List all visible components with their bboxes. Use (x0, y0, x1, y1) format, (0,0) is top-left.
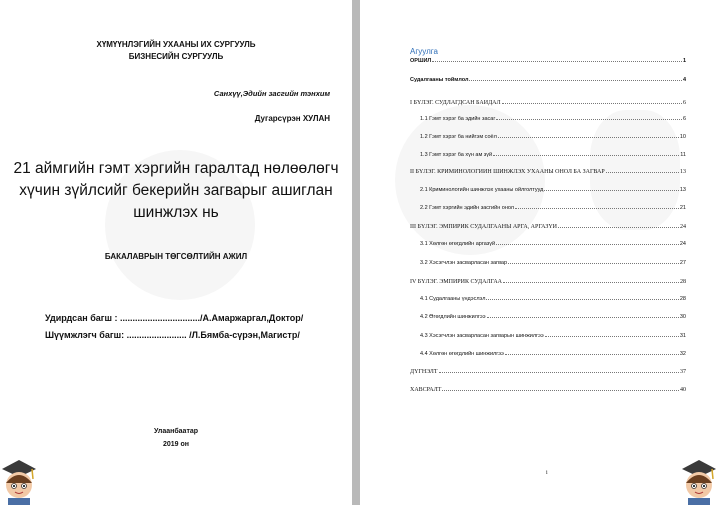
toc-entry[interactable] (410, 224, 686, 230)
toc-entry-page: 11 (680, 152, 686, 158)
toc-entry-label: ОРШИЛ (410, 58, 432, 64)
toc-entry-page: 31 (679, 333, 686, 339)
graduate-mascot-icon (680, 455, 718, 505)
toc-entry-label: 3.1 Хөлгөн өгөгдлийн аргазүй (420, 241, 496, 247)
toc-leader-dots (496, 119, 682, 120)
toc-entry-label: 4.1 Судалгааны үндэслэл (420, 296, 486, 302)
toc-entry-label: Судалгааны тоймлол (410, 77, 469, 83)
toc-leader-dots (508, 263, 679, 264)
toc-entry-label: 4.3 Хэсэгчлэн засварласан загварын шинжилгээ (420, 333, 544, 339)
toc-entry-label: 1.3 Гэмт хэрэг ба хүн ам зүй (420, 152, 493, 158)
toc-entry-label: ДҮГНЭЛТ (410, 369, 438, 375)
toc-entry[interactable] (420, 314, 686, 320)
toc-entry-page: 24 (680, 224, 686, 230)
toc-entry[interactable] (410, 169, 686, 175)
toc-entry-page: 28 (679, 296, 686, 302)
toc-entry-label: IV БҮЛЭГ. ЭМПИРИК СУДАЛГАА (410, 279, 502, 285)
toc-entry-page: 10 (679, 134, 686, 140)
watermark-logo-icon (395, 105, 545, 255)
toc-entry-label: II БҮЛЭГ. КРИМИНОЛОГИЙН ШИНЖЛЭХ УХААНЫ ОНОЛ БА ЗАГВАР (410, 169, 605, 175)
toc-leader-dots (493, 155, 679, 156)
toc-entry-page: 27 (679, 260, 686, 266)
toc-leader-dots (545, 336, 679, 337)
toc-leader-dots (558, 227, 679, 228)
toc-entry[interactable] (420, 116, 686, 122)
toc-entry[interactable] (420, 296, 686, 302)
toc-entry-label: 4.4 Хөлгөн өгөгдлийн шинжилгээ (420, 351, 504, 357)
toc-entry[interactable] (410, 58, 686, 64)
school-line: БИЗНЕСИЙН СУРГУУЛЬ (128, 52, 224, 61)
toc-leader-dots (606, 172, 679, 173)
toc-leader-dots (487, 317, 679, 318)
toc-entry-label: III БҮЛЭГ. ЭМПИРИК СУДАЛГААНЫ АРГА, АРГАЗҮЙ (410, 224, 557, 230)
toc-leader-dots (496, 244, 679, 245)
toc-entry-page: 21 (679, 205, 686, 211)
toc-entry[interactable] (410, 77, 686, 83)
toc-entry-page: 6 (682, 116, 686, 122)
toc-entry-label: 4.2 Өгөгдлийн шинжилгээ (420, 314, 486, 320)
toc-entry[interactable] (420, 205, 686, 211)
toc-entry-page: 24 (679, 241, 686, 247)
toc-entry[interactable] (420, 351, 686, 357)
toc-entry[interactable] (420, 260, 686, 266)
university-line: ХҮМҮҮНЛЭГИЙН УХААНЫ ИХ СУРГУУЛЬ (96, 40, 256, 49)
supervisor-line: Удирдсан багш : ................................/А.Амаржаргал,Доктор/ (45, 313, 304, 323)
toc-entry-page: 13 (680, 169, 686, 175)
toc-leader-dots (432, 61, 682, 62)
toc-entry[interactable] (420, 134, 686, 140)
department-name: Санхүү,Эдийн засгийн тэнхим (213, 89, 330, 98)
toc-entry-label: I БҮЛЭГ. СУДЛАГДСАН БАЙДАЛ (410, 100, 501, 106)
toc-leader-dots (486, 299, 678, 300)
toc-entry-page: 37 (680, 369, 686, 375)
toc-leader-dots (503, 282, 679, 283)
toc-heading: Агуулга (410, 47, 438, 56)
city-label: Улаанбаатар (153, 428, 199, 435)
toc-entry-page: 28 (680, 279, 686, 285)
toc-entry-label: 1.2 Гэмт хэрэг ба нийгэм соёл (420, 134, 497, 140)
toc-leader-dots (515, 208, 679, 209)
toc-entry[interactable] (410, 100, 686, 106)
toc-entry[interactable] (410, 369, 686, 375)
degree-label: БАКАЛАВРЫН ТӨГСӨЛТИЙН АЖИЛ (104, 252, 248, 261)
toc-entry-label: 3.2 Хэсэгчлэн засварласан загвар (420, 260, 508, 266)
toc-leader-dots (502, 103, 682, 104)
toc-entry-label: ХАВСРАЛТ (410, 387, 442, 393)
toc-entry-page: 6 (683, 100, 686, 106)
toc-leader-dots (469, 80, 681, 81)
toc-entry-page: 40 (680, 387, 686, 393)
toc-entry-label: 1.1 Гэмт хэрэг ба эдийн засаг (420, 116, 496, 122)
toc-entry[interactable] (420, 187, 686, 193)
university-name (0, 39, 352, 63)
toc-entry-page: 30 (679, 314, 686, 320)
toc-entry-page: 4 (682, 77, 686, 83)
toc-entry[interactable] (420, 333, 686, 339)
page-number: i (546, 470, 548, 476)
toc-leader-dots (439, 372, 679, 373)
toc-entry[interactable] (410, 387, 686, 393)
toc-entry-page: 32 (679, 351, 686, 357)
toc-leader-dots (498, 137, 679, 138)
toc-page (360, 0, 718, 505)
toc-entry-label: 2.2 Гэмт хэргийн эдийн засгийн онол (420, 205, 515, 211)
toc-entry-page: 1 (682, 58, 686, 64)
thesis-title: 21 аймгийн гэмт хэргийн гаралтад нөлөөлөгч хүчин зүйлсийг бекерийн загварыг ашиглан шинжлэх нь (13, 160, 339, 221)
toc-leader-dots (505, 354, 679, 355)
toc-entry-page: 13 (679, 187, 686, 193)
graduate-mascot-icon (0, 455, 38, 505)
student-name: Дугарсүрэн ХУЛАН (254, 114, 330, 123)
reviewer-line: Шүүмжлэгч багш: ........................ /Л.Бямба-сүрэн,Магистр/ (45, 330, 300, 340)
toc-leader-dots (544, 190, 679, 191)
toc-leader-dots (442, 390, 679, 391)
toc-entry[interactable] (410, 279, 686, 285)
toc-entry-label: 2.1 Криминологийн шинжлэх ухааны ойлголтууд (420, 187, 544, 193)
toc-entry[interactable] (420, 241, 686, 247)
toc-entry[interactable] (420, 152, 686, 158)
year-label: 2019 он (162, 441, 190, 448)
